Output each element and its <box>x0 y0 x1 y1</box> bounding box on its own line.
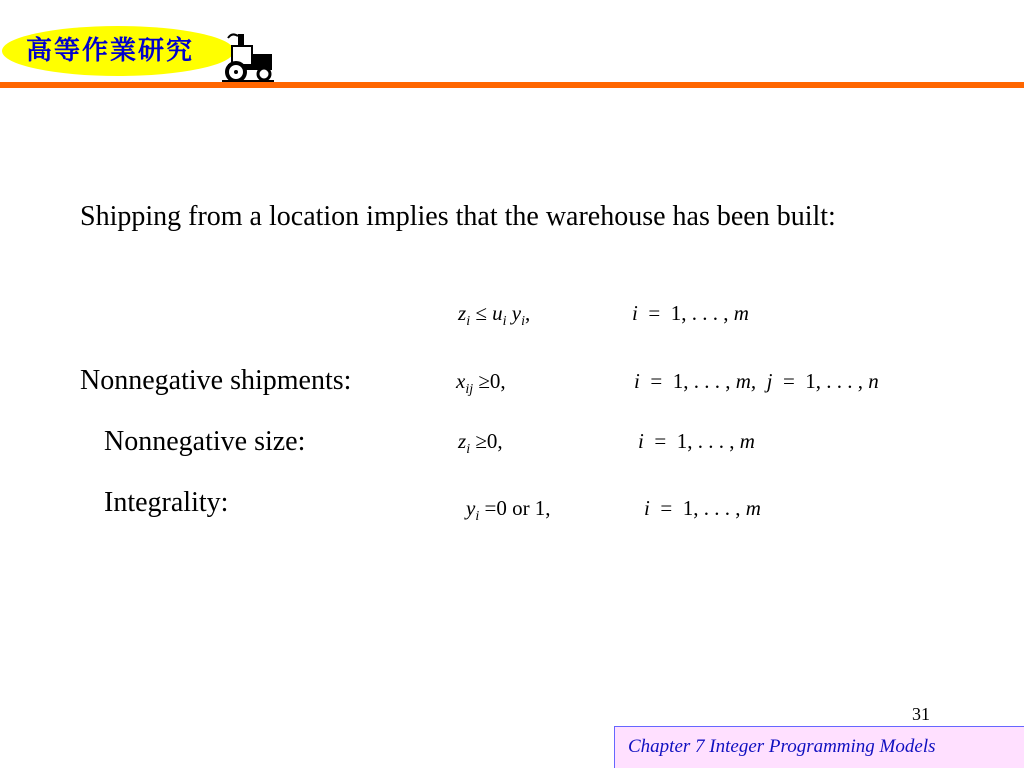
constraint-linking-index: i = 1, . . . , m <box>632 301 749 325</box>
constraint-linking: $z_i \le u_i$ $y_i$, <box>458 301 531 329</box>
constraint-integrality: $y_i =0$ or 1, <box>466 496 551 524</box>
constraint-shipments-index: i = 1, . . . , m, j = 1, . . . , n <box>634 369 879 393</box>
tractor-icon <box>218 30 276 86</box>
constraint-integrality-index: i = 1, . . . , m <box>644 496 761 520</box>
course-title-logo: 高等作業研究 <box>26 36 195 66</box>
constraint-size: $z_i \ge 0$, <box>458 429 503 457</box>
label-nonnegative-shipments: Nonnegative shipments: <box>80 365 352 396</box>
page-number: 31 <box>912 704 930 724</box>
label-nonnegative-size: Nonnegative size: <box>104 426 306 457</box>
intro-paragraph: Shipping from a location implies that the warehouse has been built: <box>80 201 836 232</box>
chapter-title: Chapter 7 Integer Programming Models <box>628 736 936 757</box>
header-rule <box>0 82 1024 88</box>
constraint-shipments: $x_{ij} \ge 0$, <box>456 369 506 397</box>
label-integrality: Integrality: <box>104 487 229 518</box>
constraint-size-index: i = 1, . . . , m <box>638 429 755 453</box>
